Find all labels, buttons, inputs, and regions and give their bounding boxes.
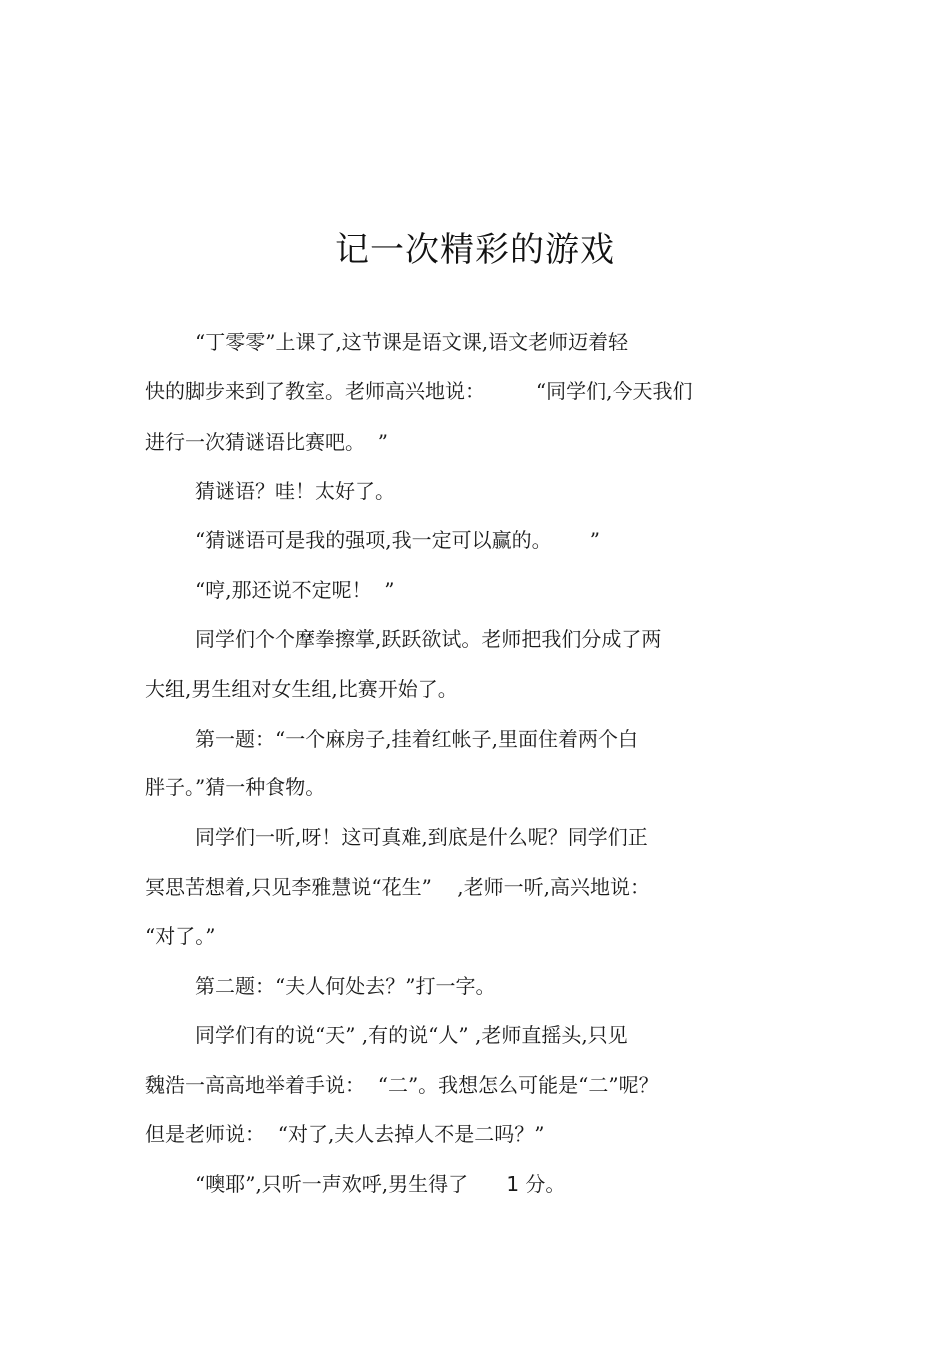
- paragraph-line: “丁零零”上课了,这节课是语文课,语文老师迈着轻: [195, 330, 629, 354]
- score-number: 1: [506, 1172, 520, 1196]
- paragraph-line: 胖子。”猜一种食物。: [145, 775, 326, 799]
- paragraph-line: 同学们个个摩拳擦掌,跃跃欲试。老师把我们分成了两: [195, 627, 662, 651]
- paragraph-line: 同学们一听,呀！这可真难,到底是什么呢？同学们正: [195, 825, 648, 849]
- paragraph-line: [195, 1172, 565, 1196]
- paragraph-line: 同学们有的说“天” ,有的说“人” ,老师直摇头,只见: [195, 1023, 628, 1047]
- paragraph-line: 大组,男生组对女生组,比赛开始了。: [145, 677, 458, 701]
- paragraph-line: 第一题：“一个麻房子,挂着红帐子,里面住着两个白: [195, 727, 638, 751]
- paragraph-line: “对了。”: [145, 924, 216, 948]
- paragraph-line: 进行一次猜谜语比赛吧。 ”: [145, 430, 388, 454]
- paragraph-line: 但是老师说： “对了,夫人去掉人不是二吗？”: [145, 1122, 545, 1146]
- paragraph-line: 魏浩一高高地举着手说： “二”。我想怎么可能是“二”呢？: [145, 1073, 659, 1097]
- document-title: 记一次精彩的游戏: [335, 230, 615, 270]
- paragraph-line: 猜谜语？哇！太好了。: [195, 479, 395, 503]
- paragraph-line: 快的脚步来到了教室。老师高兴地说： “同学们,今天我们: [145, 379, 693, 403]
- paragraph-line: “哼,那还说不定呢！ ”: [195, 578, 395, 602]
- paragraph-line: 冥思苦想着,只见李雅慧说“花生” ,老师一听,高兴地说：: [145, 875, 650, 899]
- paragraph-line: 第二题：“夫人何处去？”打一字。: [195, 974, 496, 998]
- score-unit: 分。: [519, 1172, 566, 1196]
- paragraph-line: “猜谜语可是我的强项,我一定可以赢的。 ”: [195, 528, 600, 552]
- paragraph-text: “噢耶”,只听一声欢呼,男生得了: [195, 1172, 507, 1196]
